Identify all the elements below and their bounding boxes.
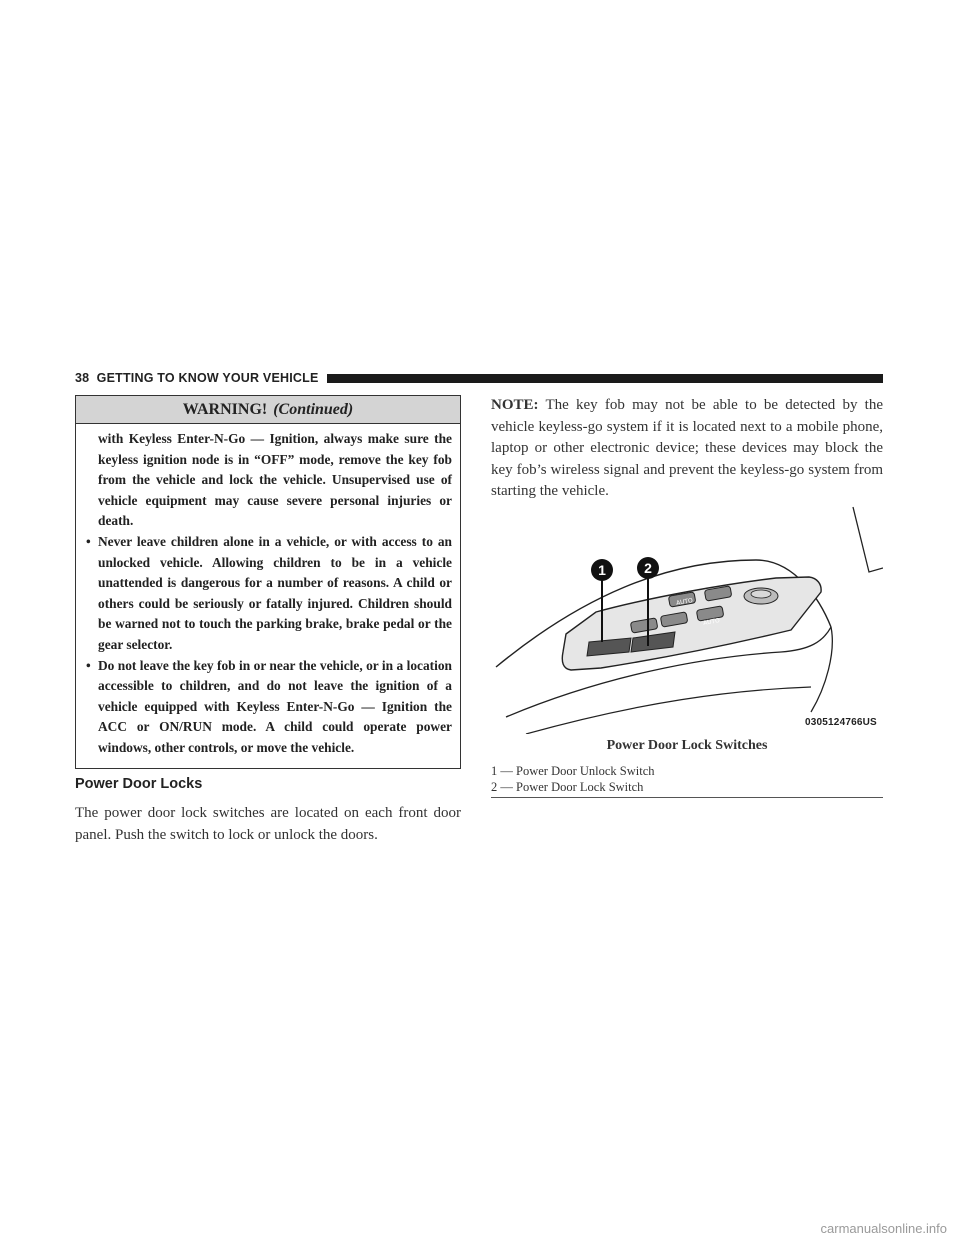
warning-bullet-text: Do not leave the key fob in or near the vehicle, or in a location accessible to children, and do not leave the ignition of a vehicle equipped with Keyless Enter-N-Go — Ignition the ACC or ON/RUN mode. A child could operate power windows, other controls, or move the vehicle.	[98, 657, 452, 755]
warning-intro: with Keyless Enter-N-Go — Ignition, always make sure the keyless ignition node is in “OFF” mode, remove the key fob from the vehicle and lock the vehicle. Unsupervised use of vehicle equipment may cause severe personal injuries or death.	[98, 431, 452, 529]
note-label: NOTE:	[491, 397, 539, 413]
warning-bullet	[86, 656, 452, 759]
section-body: The power door lock switches are located on each front door panel. Push the switch to lock or unlock the doors.	[75, 805, 461, 843]
warning-title	[76, 396, 460, 424]
window-switch-label: AUTO	[675, 597, 694, 607]
callout-2-label: 2	[644, 560, 652, 576]
warning-box	[75, 395, 461, 769]
figure-caption: Power Door Lock Switches	[606, 738, 768, 753]
section-heading: Power Door Locks	[75, 776, 203, 792]
page-header	[75, 370, 883, 386]
figure-legend	[491, 764, 883, 795]
figure-code: 0305124766US	[805, 717, 877, 728]
warning-continued: (Continued)	[273, 400, 354, 418]
legend-item: 1 — Power Door Unlock Switch	[491, 764, 655, 778]
callout-1-label: 1	[598, 562, 606, 578]
page-header-text	[75, 371, 327, 385]
legend-divider	[491, 797, 883, 798]
note-paragraph	[491, 395, 883, 503]
warning-body	[76, 424, 460, 759]
window-switch-label: AUTO	[702, 617, 721, 627]
note-text: The key fob may not be able to be detected by the vehicle keyless-go system if it is located next to a mobile phone, laptop or other electronic device; these devices may block the key fob’s wireless signal and prevent the keyless-go system from starting the vehicle.	[491, 397, 883, 499]
bullet-icon: •	[86, 533, 91, 549]
page-number: 38	[75, 371, 90, 385]
watermark: carmanualsonline.info	[820, 1221, 947, 1236]
legend-item: 2 — Power Door Lock Switch	[491, 779, 644, 794]
warning-label: WARNING!	[182, 400, 268, 418]
section-title: GETTING TO KNOW YOUR VEHICLE	[96, 371, 319, 385]
door-lock-switch-illustration	[491, 502, 883, 734]
door-trim-upper	[853, 507, 883, 572]
header-rule	[327, 374, 884, 383]
bullet-icon: •	[86, 657, 91, 673]
armrest-edge	[811, 627, 832, 712]
warning-bullet	[86, 532, 452, 656]
warning-bullet-text: Never leave children alone in a vehicle, or with access to an unlocked vehicle. Allowing children to be in a vehicle unattended is dangerous for a number of reasons. A child or others could be seriously or fatally injured. Children should be warned not to touch the parking brake, brake pedal or the gear selector.	[98, 533, 452, 652]
